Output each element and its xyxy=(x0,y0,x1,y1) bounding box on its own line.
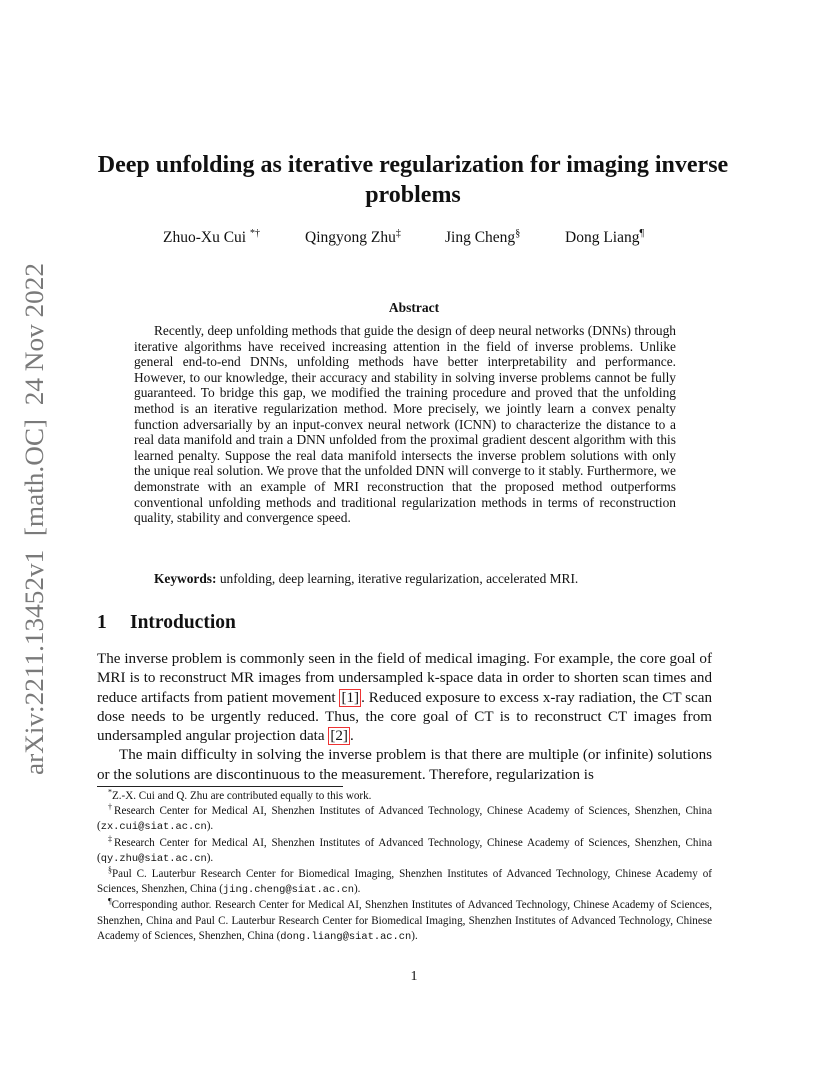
introduction-text xyxy=(97,650,712,785)
author-affil-mark: ¶ xyxy=(639,228,645,239)
arxiv-stamp xyxy=(21,260,51,780)
footnote-text: Corresponding author. Research Center for Medical AI, Shenzhen Institutes of Advanced Technology, Chinese Academy of Sciences, Shenzhen, China and Paul C. Lauterbur Research Center for Biomedical Imaging, Shenzhen Institutes of Advanced Technology, Chinese Academy of Sciences, Shenzhen, China ( xyxy=(97,899,712,942)
footnote-mark: ¶ xyxy=(108,896,112,906)
keywords-line xyxy=(154,571,694,587)
footnote-mark: * xyxy=(108,787,112,797)
footnote-2 xyxy=(97,804,712,835)
intro-text: The inverse problem is commonly seen in the field of medical imaging. For example, the core goal of MRI is to reconstruct MR images from undersampled k-space data in order to shorten scan times and reduce artifacts from patient movement xyxy=(97,651,712,706)
author-2 xyxy=(305,228,401,247)
footnote-email[interactable]: zx.cui@siat.ac.cn xyxy=(100,821,207,834)
footnote-mark: § xyxy=(108,865,112,875)
author-name: Zhuo-Xu Cui xyxy=(163,229,247,247)
footnote-email[interactable]: qy.zhu@siat.ac.cn xyxy=(100,852,207,865)
footnote-tail: ). xyxy=(206,820,214,833)
author-name: Qingyong Zhu xyxy=(305,229,396,247)
footnote-email[interactable]: dong.liang@siat.ac.cn xyxy=(280,930,412,943)
author-affil-mark: ‡ xyxy=(395,228,401,239)
section-number: 1 xyxy=(97,612,107,633)
footnote-4 xyxy=(97,867,712,898)
footnotes xyxy=(97,789,712,945)
paper-title: Deep unfolding as iterative regularization for imaging inverse problems xyxy=(97,152,729,208)
abstract-body: Recently, deep unfolding methods that guide the design of deep neural networks (DNNs) through iterative algorithms have received increasing attention in the field of inverse problems. Unlike general end-to-end DNNs, unfolding methods have better interpretability and performance. However, to our knowledge, their accuracy and stability in solving inverse problems cannot be fully guaranteed. To bridge this gap, we modified the training procedure and proved that the unfolding method is an iterative regularization method. More precisely, we jointly learn a convex penalty function adversarially by an input-convex neural network (ICNN) to characterize the distance to a real data manifold and train a DNN unfolded from the proximal gradient descent algorithm with this learned penalty. Suppose the real data manifold intersects the inverse problem solutions with only the unique real solution. We prove that the unfolded DNN will converge to it stably. Furthermore, we demonstrate with an example of MRI reconstruction that the proposed method outperforms conventional unfolding methods and traditional regularization methods in terms of reconstruction quality, stability and convergence speed. xyxy=(134,323,676,526)
intro-text: . xyxy=(349,728,354,745)
footnote-tail: ). xyxy=(411,929,418,942)
footnote-5 xyxy=(97,898,712,945)
section-title: Introduction xyxy=(130,612,236,633)
arxiv-stamp-text: arXiv:2211.13452v1 [math.OC] 24 Nov 2022 xyxy=(20,286,49,775)
author-3 xyxy=(445,228,520,247)
footnote-3 xyxy=(97,833,712,867)
footnote-rule xyxy=(97,786,343,787)
footnote-text: Research Center for Medical AI, Shenzhen Institutes of Advanced Technology, Chinese Academy of Sciences, Shenzhen, China ( xyxy=(97,836,712,864)
author-name: Jing Cheng xyxy=(445,229,516,247)
footnote-email[interactable]: jing.cheng@siat.ac.cn xyxy=(223,884,354,897)
citation-link-1[interactable]: [1] xyxy=(341,689,360,706)
author-4 xyxy=(565,228,644,247)
author-name: Dong Liang xyxy=(565,229,640,247)
footnote-tail: ). xyxy=(206,851,214,864)
footnote-mark: † xyxy=(108,802,115,812)
page-number: 1 xyxy=(410,969,418,984)
section-heading xyxy=(97,612,236,634)
footnote-text: Z.-X. Cui and Q. Zhu are contributed equally to this work. xyxy=(112,790,372,802)
intro-text: . Reduced exposure to excess x-ray radiation, the CT scan dose needs to be urgently reduced. Thus, the core goal of CT is to reconstruct CT images from undersampled angular projection data xyxy=(97,689,712,745)
author-affil-mark: § xyxy=(515,228,521,239)
footnote-1 xyxy=(97,789,712,804)
footnote-mark: ‡ xyxy=(108,833,115,843)
author-1 xyxy=(163,228,260,247)
footnote-tail: ). xyxy=(353,883,361,896)
author-affil-mark: *† xyxy=(249,228,260,239)
intro-paragraph-2: The main difficulty in solving the inverse problem is that there are multiple (or infinite) solutions or the solutions are discontinuous to the measurement. Therefore, regularization is xyxy=(97,747,712,783)
keywords-text: unfolding, deep learning, iterative regularization, accelerated MRI. xyxy=(219,571,579,586)
intro-paragraph-1 xyxy=(97,650,712,746)
footnote-text: Paul C. Lauterbur Research Center for Biomedical Imaging, Shenzhen Institutes of Advanced Technology, Chinese Academy of Sciences, Shenzhen, China ( xyxy=(97,868,712,896)
footnote-text: Research Center for Medical AI, Shenzhen Institutes of Advanced Technology, Chinese Academy of Sciences, Shenzhen, China ( xyxy=(97,805,712,833)
keywords-label: Keywords: xyxy=(154,571,217,586)
citation-link-2[interactable]: [2] xyxy=(330,728,348,745)
abstract-heading: Abstract xyxy=(388,300,440,315)
